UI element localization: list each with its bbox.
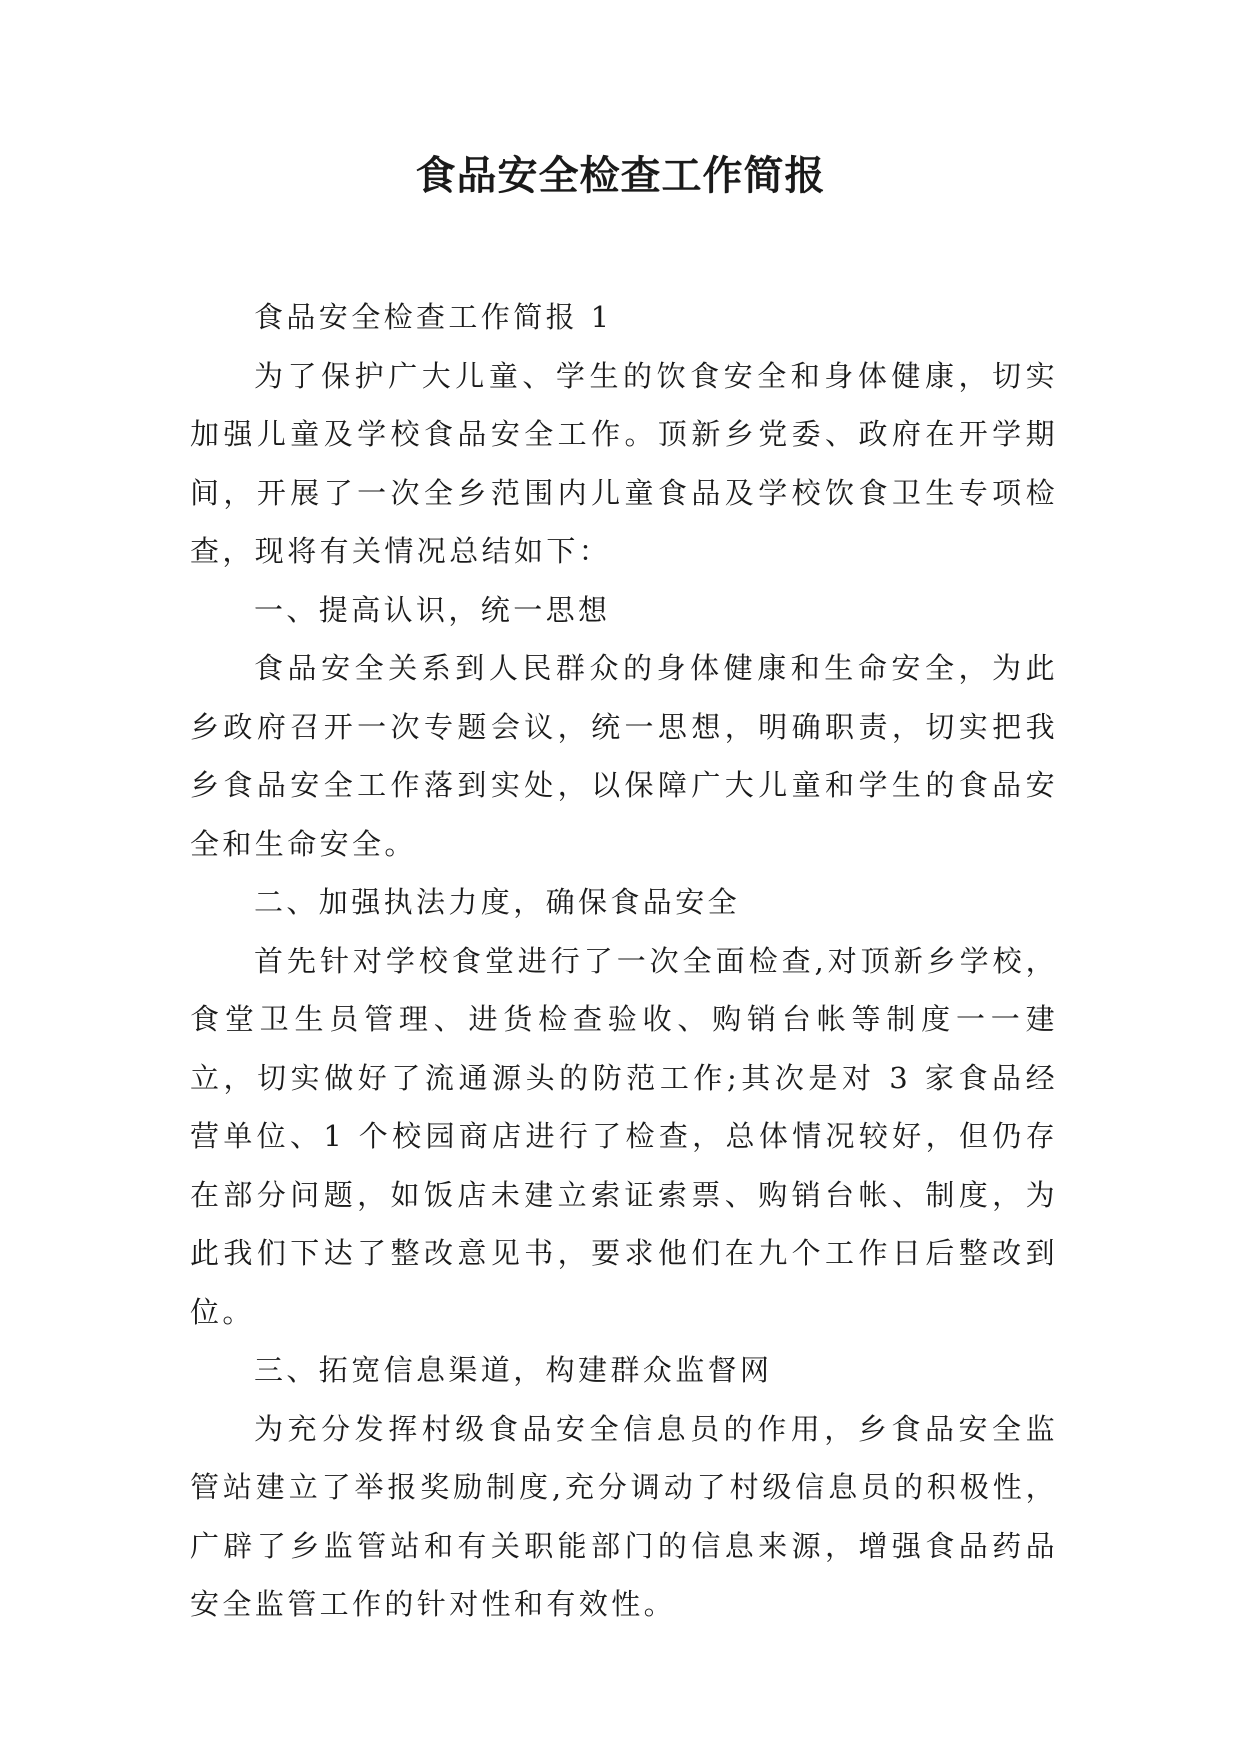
document-title: 食品安全检查工作简报: [415, 153, 826, 199]
document-body: [190, 288, 1058, 1634]
section-heading-3: 三、拓宽信息渠道，构建群众监督网: [254, 1353, 773, 1387]
section-heading-1: 一、提高认识，统一思想: [254, 592, 611, 627]
section-paragraph-3: 为充分发挥村级食品安全信息员的作用，乡食品安全监管站建立了举报奖励制度,充分调动了村级信息员的积极性，广辟了乡监管站和有关职能部门的信息来源，增强食品药品安全监管工作的针对性和有效性。: [190, 1411, 1058, 1621]
section-paragraph-2: 首先针对学校食堂进行了一次全面检查,对顶新乡学校，食堂卫生员管理、进货检查验收、购销台帐等制度一一建立，切实做好了流通源头的防范工作;其次是对 3 家食品经营单位、1 个校园商店进行了检查，总体情况较好，但仍存在部分问题，如饭店未建立索证索票、购销台帐、制度，为此我们下达了整改意见书，要求他们在九个工作日后整改到位。: [190, 943, 1058, 1329]
section-paragraph-1: 食品安全关系到人民群众的身体健康和生命安全，为此乡政府召开一次专题会议，统一思想，明确职责，切实把我乡食品安全工作落到实处，以保障广大儿童和学生的食品安全和生命安全。: [190, 651, 1058, 861]
report-subtitle: 食品安全检查工作简报 1: [254, 300, 613, 334]
section-heading-2: 二、加强执法力度，确保食品安全: [254, 885, 741, 919]
intro-paragraph: 为了保护广大儿童、学生的饮食安全和身体健康，切实加强儿童及学校食品安全工作。顶新乡党委、政府在开学期间，开展了一次全乡范围内儿童食品及学校饮食卫生专项检查，现将有关情况总结如下：: [190, 358, 1058, 568]
